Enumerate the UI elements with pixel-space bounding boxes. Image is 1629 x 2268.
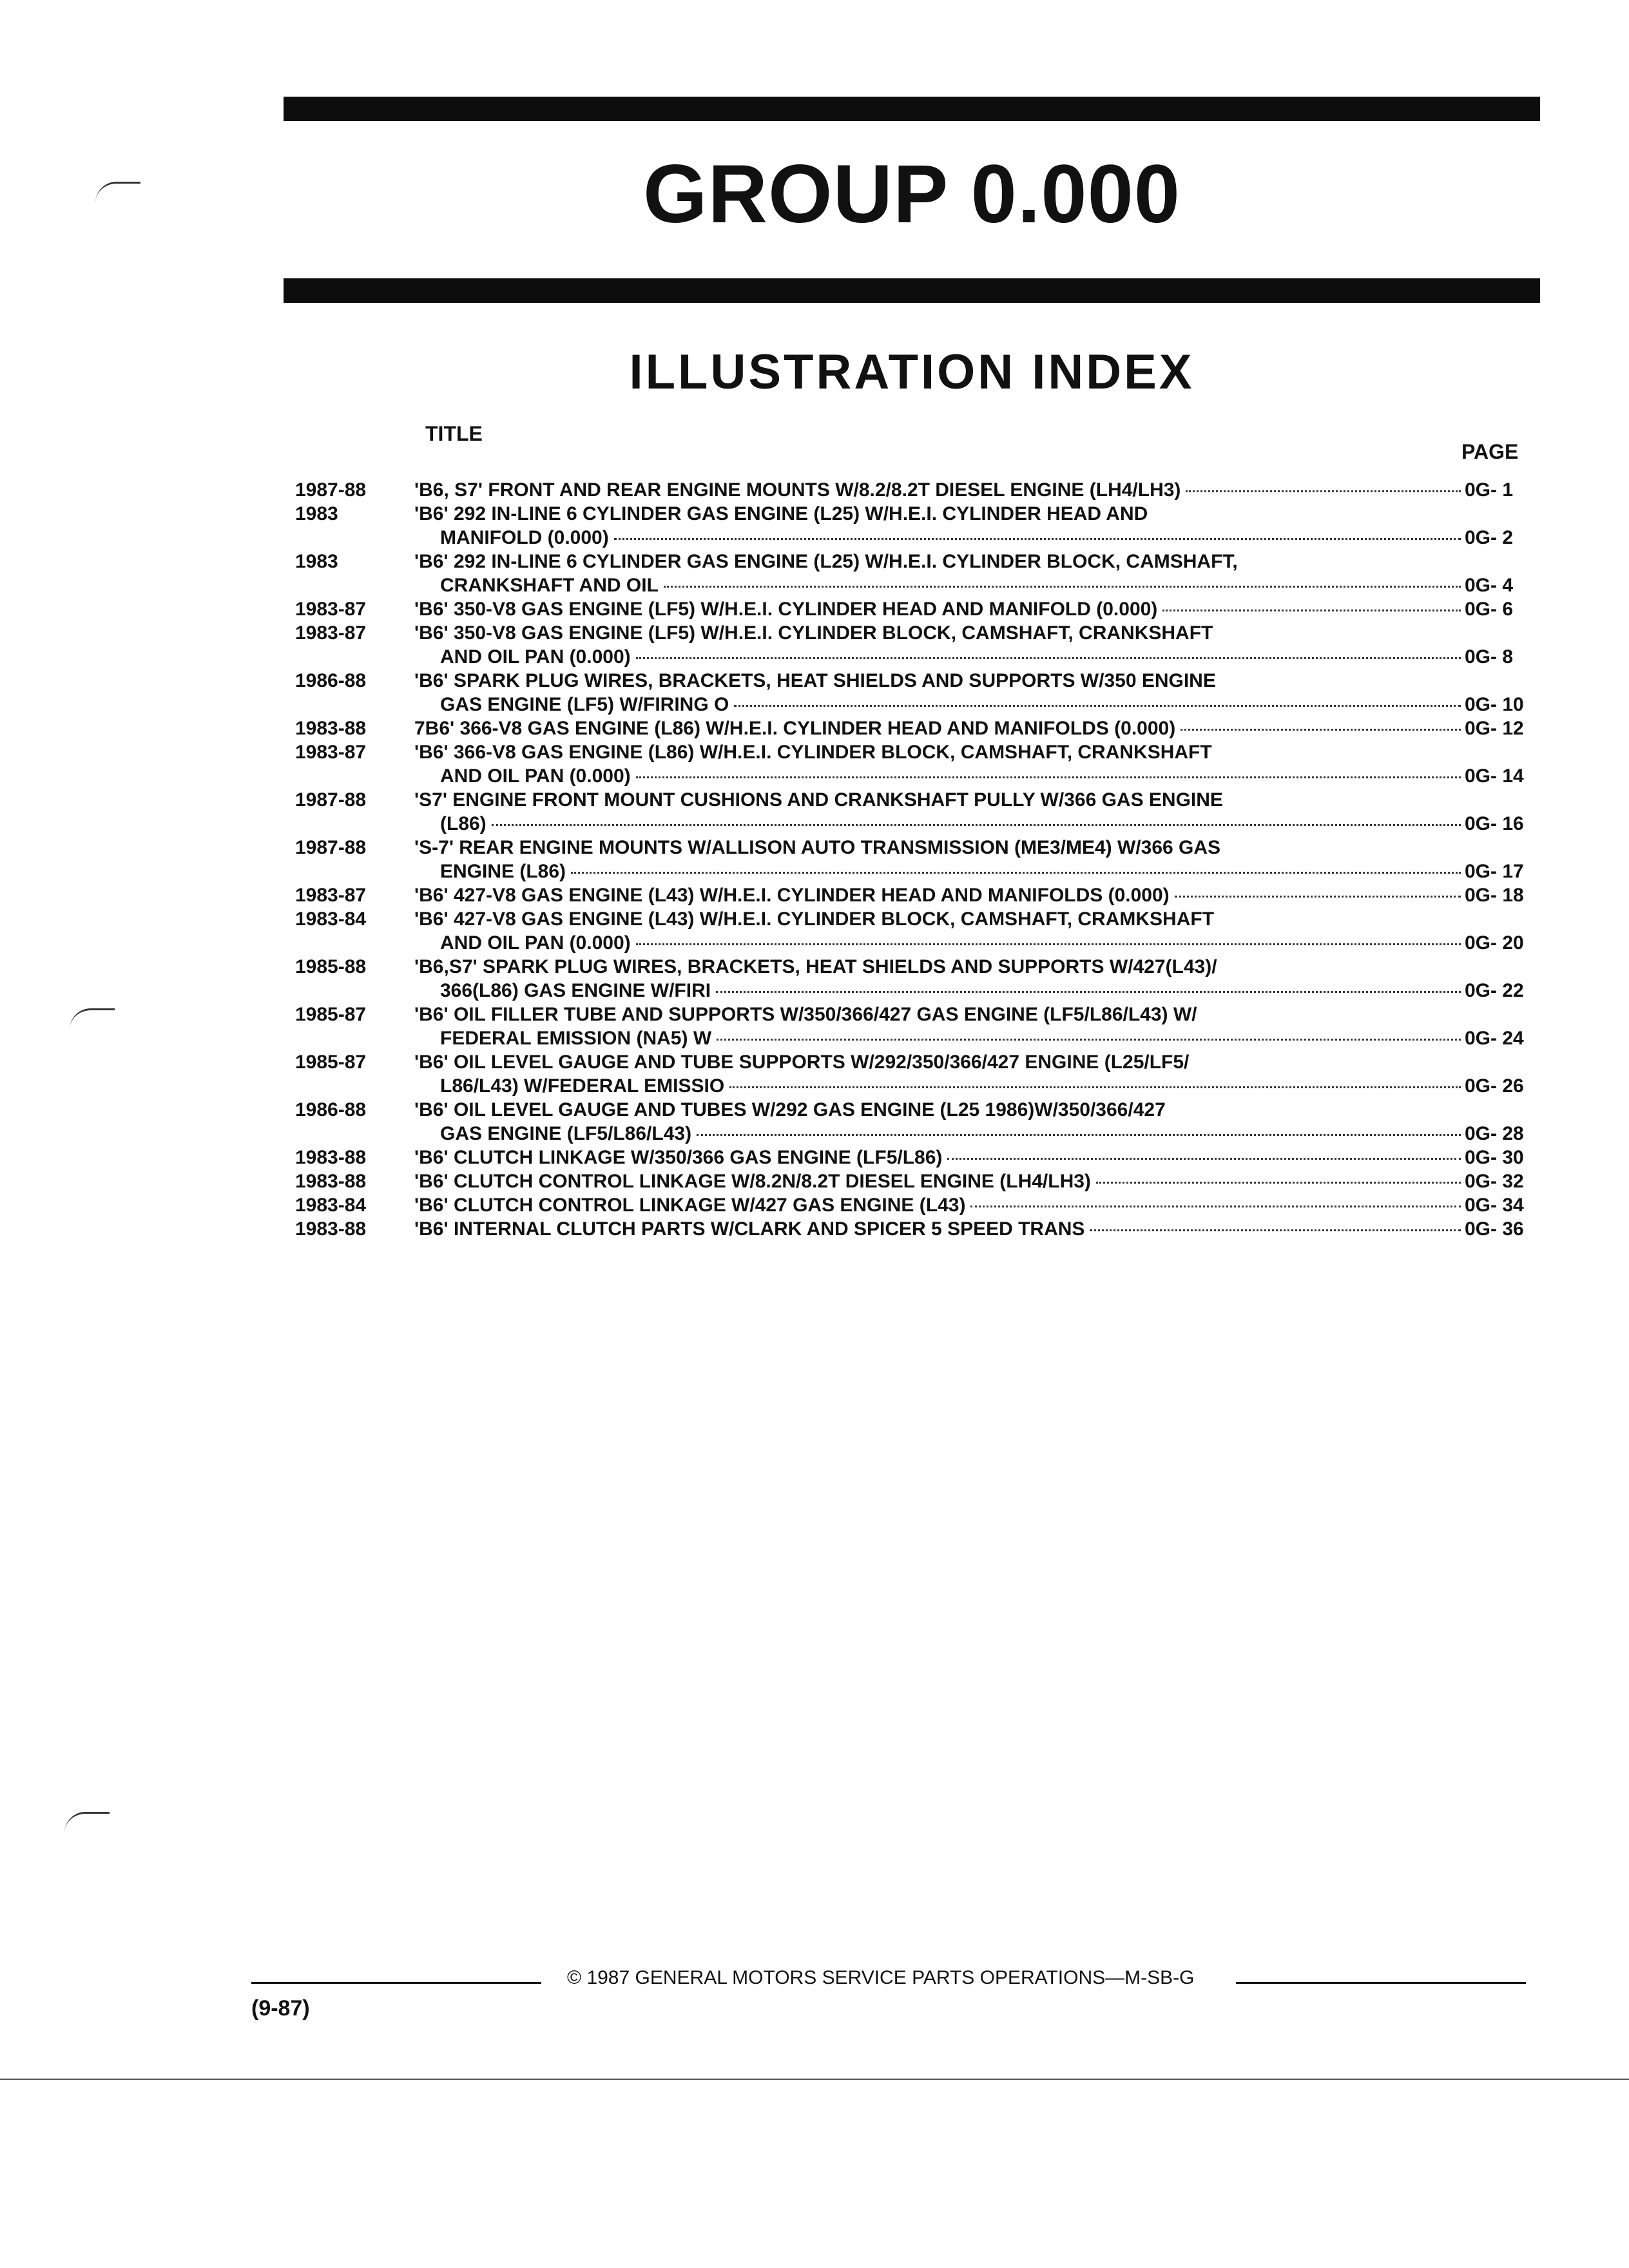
footer-rule-right	[1236, 1982, 1526, 1984]
index-entry	[295, 955, 1542, 1003]
header-rule-top	[284, 97, 1540, 121]
entry-title-line: 'B6' SPARK PLUG WIRES, BRACKETS, HEAT SHIELDS AND SUPPORTS W/350 ENGINE	[414, 670, 1216, 691]
entry-title-line: 'B6,S7' SPARK PLUG WIRES, BRACKETS, HEAT SHIELDS AND SUPPORTS W/427(L43)/	[414, 956, 1217, 977]
entry-page: 0G- 22	[1465, 980, 1524, 1001]
dot-leader	[664, 586, 1461, 588]
entry-title-line: (L86)	[440, 813, 487, 834]
entry-page: 0G- 4	[1465, 575, 1514, 596]
dot-leader	[1090, 1229, 1461, 1231]
index-entry	[295, 907, 1542, 955]
copyright-notice: © 1987 GENERAL MOTORS SERVICE PARTS OPERATIONS—M-SB-G	[567, 1967, 1195, 1988]
entry-years: 1983-87	[295, 885, 367, 906]
revision-date: (9-87)	[251, 1996, 310, 2021]
column-header-title: TITLE	[425, 422, 483, 445]
dot-leader	[1181, 729, 1461, 731]
entry-years: 1983	[295, 551, 338, 572]
dot-leader	[1175, 896, 1461, 898]
index-entry	[295, 502, 1542, 550]
entry-page: 0G- 18	[1465, 885, 1524, 906]
entry-page: 0G- 36	[1465, 1218, 1524, 1240]
index-entry	[295, 621, 1542, 669]
entry-title-line: 'B6' CLUTCH LINKAGE W/350/366 GAS ENGINE (LF5/L86)	[414, 1147, 943, 1168]
index-entry	[295, 740, 1542, 788]
entry-title-line: 'B6' OIL FILLER TUBE AND SUPPORTS W/350/366/427 GAS ENGINE (LF5/L86/L43) W/	[414, 1004, 1197, 1025]
index-entry	[295, 1146, 1542, 1169]
entry-years: 1987-88	[295, 479, 367, 501]
index-entry	[295, 597, 1542, 621]
entry-page: 0G- 8	[1465, 646, 1514, 668]
entry-page: 0G- 14	[1465, 765, 1524, 787]
index-entry	[295, 1098, 1542, 1146]
dot-leader	[970, 1206, 1461, 1207]
entry-title-line: 'B6' 350-V8 GAS ENGINE (LF5) W/H.E.I. CYLINDER HEAD AND MANIFOLD (0.000)	[414, 599, 1158, 620]
dot-leader	[717, 1039, 1461, 1041]
dot-leader	[571, 872, 1461, 874]
scan-mark	[70, 1008, 115, 1030]
entry-title-line: 'B6' 350-V8 GAS ENGINE (LF5) W/H.E.I. CYLINDER BLOCK, CAMSHAFT, CRANKSHAFT	[414, 622, 1213, 644]
entry-page: 0G- 26	[1465, 1075, 1524, 1097]
entry-years: 1986-88	[295, 670, 367, 691]
entry-page: 0G- 34	[1465, 1195, 1524, 1216]
entry-years: 1983-84	[295, 1195, 367, 1216]
entry-years: 1986-88	[295, 1099, 367, 1120]
entry-title-line: GAS ENGINE (LF5) W/FIRING O	[440, 694, 729, 715]
index-entry	[295, 788, 1542, 836]
entry-years: 1983-87	[295, 622, 367, 644]
index-entry	[295, 716, 1542, 740]
entry-page: 0G- 30	[1465, 1147, 1524, 1168]
entry-years: 1983-88	[295, 1218, 367, 1240]
entry-title-line: 'B6' CLUTCH CONTROL LINKAGE W/8.2N/8.2T DIESEL ENGINE (LH4/LH3)	[414, 1171, 1091, 1192]
entry-page: 0G- 28	[1465, 1123, 1524, 1144]
entry-page: 0G- 2	[1465, 527, 1514, 548]
entry-years: 1985-87	[295, 1052, 367, 1073]
entry-title-line: 7B6' 366-V8 GAS ENGINE (L86) W/H.E.I. CYLINDER HEAD AND MANIFOLDS (0.000)	[414, 718, 1176, 739]
entry-page: 0G- 20	[1465, 932, 1524, 954]
index-title: ILLUSTRATION INDEX	[629, 345, 1195, 399]
entry-page: 0G- 17	[1465, 861, 1524, 882]
dot-leader	[492, 824, 1461, 826]
entry-years: 1983-87	[295, 742, 367, 763]
entry-title-line: 'B6' CLUTCH CONTROL LINKAGE W/427 GAS ENGINE (L43)	[414, 1195, 966, 1216]
entry-years: 1987-88	[295, 837, 367, 858]
entry-title-line: AND OIL PAN (0.000)	[440, 646, 631, 668]
index-entry	[295, 883, 1542, 907]
dot-leader	[614, 538, 1461, 540]
entry-years: 1985-87	[295, 1004, 367, 1025]
column-header-page: PAGE	[1461, 440, 1519, 463]
page-edge-line	[0, 2079, 1629, 2080]
index-entry	[295, 1050, 1542, 1098]
entry-years: 1983-88	[295, 1171, 367, 1192]
index-entry	[295, 478, 1542, 502]
dot-leader	[1162, 610, 1461, 611]
scan-mark	[64, 1812, 110, 1833]
entry-years: 1987-88	[295, 789, 367, 811]
dot-leader	[734, 705, 1461, 707]
index-entry	[295, 1193, 1542, 1217]
header-rule-bottom	[284, 278, 1540, 303]
entry-title-line: 'B6' 427-V8 GAS ENGINE (L43) W/H.E.I. CYLINDER BLOCK, CAMSHAFT, CRAMKSHAFT	[414, 908, 1215, 930]
entry-title-line: CRANKSHAFT AND OIL	[440, 575, 659, 596]
index-entry	[295, 1003, 1542, 1050]
entry-page: 0G- 6	[1465, 599, 1514, 620]
entry-title-line: 'B6' OIL LEVEL GAUGE AND TUBE SUPPORTS W/292/350/366/427 ENGINE (L25/LF5/	[414, 1052, 1190, 1073]
entry-title-line: 'B6' OIL LEVEL GAUGE AND TUBES W/292 GAS ENGINE (L25 1986)W/350/366/427	[414, 1099, 1166, 1120]
entry-page: 0G- 1	[1465, 479, 1514, 501]
index-entry	[295, 669, 1542, 716]
dot-leader	[1096, 1182, 1461, 1184]
entry-title-line: L86/L43) W/FEDERAL EMISSIO	[440, 1075, 725, 1097]
entry-title-line: 'B6' 292 IN-LINE 6 CYLINDER GAS ENGINE (L25) W/H.E.I. CYLINDER HEAD AND	[414, 503, 1148, 524]
entry-years: 1983-88	[295, 1147, 367, 1168]
entry-title-line: 'B6' 366-V8 GAS ENGINE (L86) W/H.E.I. CYLINDER BLOCK, CAMSHAFT, CRANKSHAFT	[414, 742, 1212, 763]
group-title: GROUP 0.000	[643, 148, 1181, 240]
entry-title-line: 366(L86) GAS ENGINE W/FIRI	[440, 980, 711, 1001]
entry-title-line: GAS ENGINE (LF5/L86/L43)	[440, 1123, 692, 1144]
dot-leader	[716, 991, 1461, 993]
scan-mark	[95, 182, 140, 203]
entry-years: 1983-84	[295, 908, 367, 930]
dot-leader	[947, 1158, 1461, 1160]
entry-title-line: 'S7' ENGINE FRONT MOUNT CUSHIONS AND CRANKSHAFT PULLY W/366 GAS ENGINE	[414, 789, 1223, 811]
entry-title-line: FEDERAL EMISSION (NA5) W	[440, 1028, 712, 1049]
entry-title-line: 'B6' 427-V8 GAS ENGINE (L43) W/H.E.I. CYLINDER HEAD AND MANIFOLDS (0.000)	[414, 885, 1170, 906]
entry-title-line: 'B6' INTERNAL CLUTCH PARTS W/CLARK AND SPICER 5 SPEED TRANS	[414, 1218, 1085, 1240]
entry-page: 0G- 24	[1465, 1028, 1524, 1049]
entry-title-line: 'B6' 292 IN-LINE 6 CYLINDER GAS ENGINE (L25) W/H.E.I. CYLINDER BLOCK, CAMSHAFT,	[414, 551, 1238, 572]
dot-leader	[729, 1086, 1461, 1088]
index-entry	[295, 1217, 1542, 1241]
entry-years: 1985-88	[295, 956, 367, 977]
entry-page: 0G- 32	[1465, 1171, 1524, 1192]
index-entry	[295, 836, 1542, 883]
entry-page: 0G- 12	[1465, 718, 1524, 739]
entry-years: 1983-87	[295, 599, 367, 620]
dot-leader	[636, 657, 1461, 659]
entry-title-line: 'B6, S7' FRONT AND REAR ENGINE MOUNTS W/8.2/8.2T DIESEL ENGINE (LH4/LH3)	[414, 479, 1181, 501]
illustration-index-list	[295, 478, 1542, 1241]
entry-years: 1983	[295, 503, 338, 524]
entry-title-line: AND OIL PAN (0.000)	[440, 932, 631, 954]
entry-title-line: 'S-7' REAR ENGINE MOUNTS W/ALLISON AUTO TRANSMISSION (ME3/ME4) W/366 GAS	[414, 837, 1221, 858]
entry-page: 0G- 16	[1465, 813, 1524, 834]
footer-rule-left	[251, 1982, 541, 1984]
dot-leader	[636, 776, 1461, 778]
index-entry	[295, 1169, 1542, 1193]
entry-years: 1983-88	[295, 718, 367, 739]
dot-leader	[1186, 490, 1461, 492]
entry-page: 0G- 10	[1465, 694, 1524, 715]
dot-leader	[697, 1134, 1461, 1136]
entry-title-line: MANIFOLD (0.000)	[440, 527, 609, 548]
index-entry	[295, 550, 1542, 597]
entry-title-line: AND OIL PAN (0.000)	[440, 765, 631, 787]
dot-leader	[636, 943, 1461, 945]
entry-title-line: ENGINE (L86)	[440, 861, 566, 882]
